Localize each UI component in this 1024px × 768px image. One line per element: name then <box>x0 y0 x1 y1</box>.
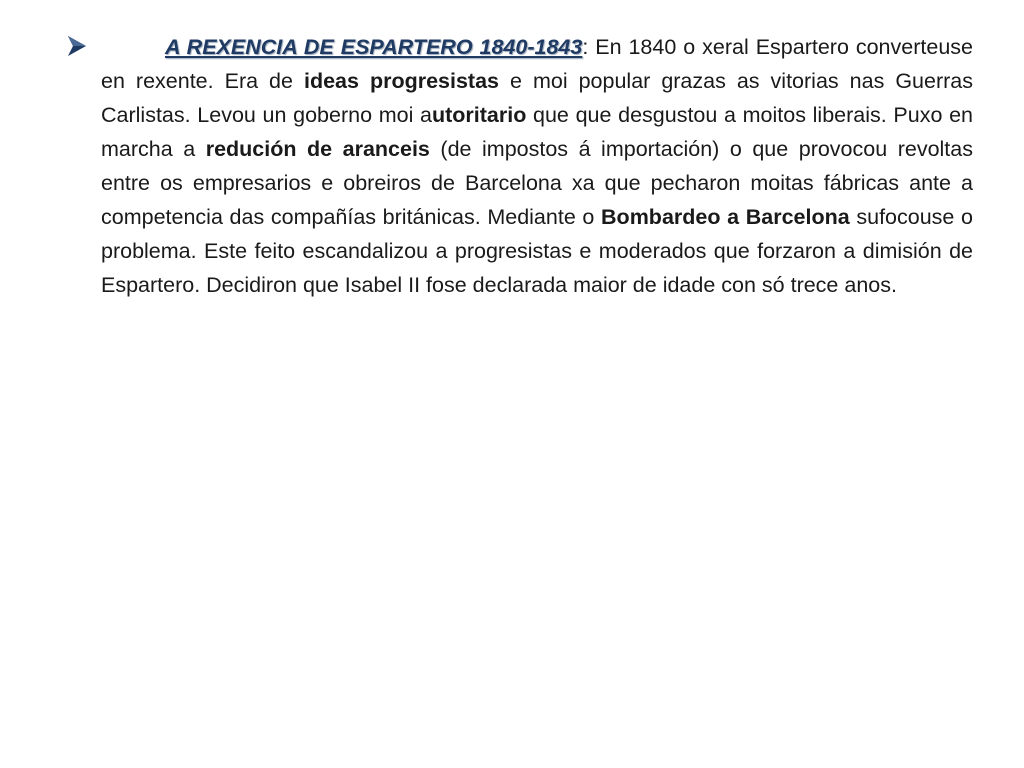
bold-term-ideas: ideas progresistas <box>303 69 499 93</box>
bullet-paragraph <box>101 30 973 302</box>
bold-term-aranceis: redución de aranceis <box>205 137 430 161</box>
body-text-2: e moi popular grazas as vitorias nas Guerras Carlistas. Levou un goberno moi a <box>101 69 973 127</box>
body-text-4: (de impostos á importación) o que provocou revoltas entre os empresarios e obreiros de Barcelona xa que pecharon moitas fábricas ante a competencia das compañías británicas. Mediante o <box>101 137 973 229</box>
arrowhead-bullet-icon <box>66 34 88 58</box>
bold-term-autoritario: utoritario <box>431 103 527 127</box>
body-text-3: que que desgustou a moitos liberais. Puxo en marcha a <box>101 103 973 161</box>
bold-term-bombardeo: Bombardeo a Barcelona <box>601 205 850 229</box>
section-heading: A REXENCIA DE ESPARTERO 1840-1843 <box>165 35 583 59</box>
body-text-1: : En 1840 o xeral Espartero converteuse en rexente. Era de <box>101 35 973 93</box>
body-text-5: sufocouse o problema. Este feito escandalizou a progresistas e moderados que forzaron a dimisión de Espartero. Decidiron que Isabel II fose declarada maior de idade con só trece anos. <box>101 205 973 297</box>
